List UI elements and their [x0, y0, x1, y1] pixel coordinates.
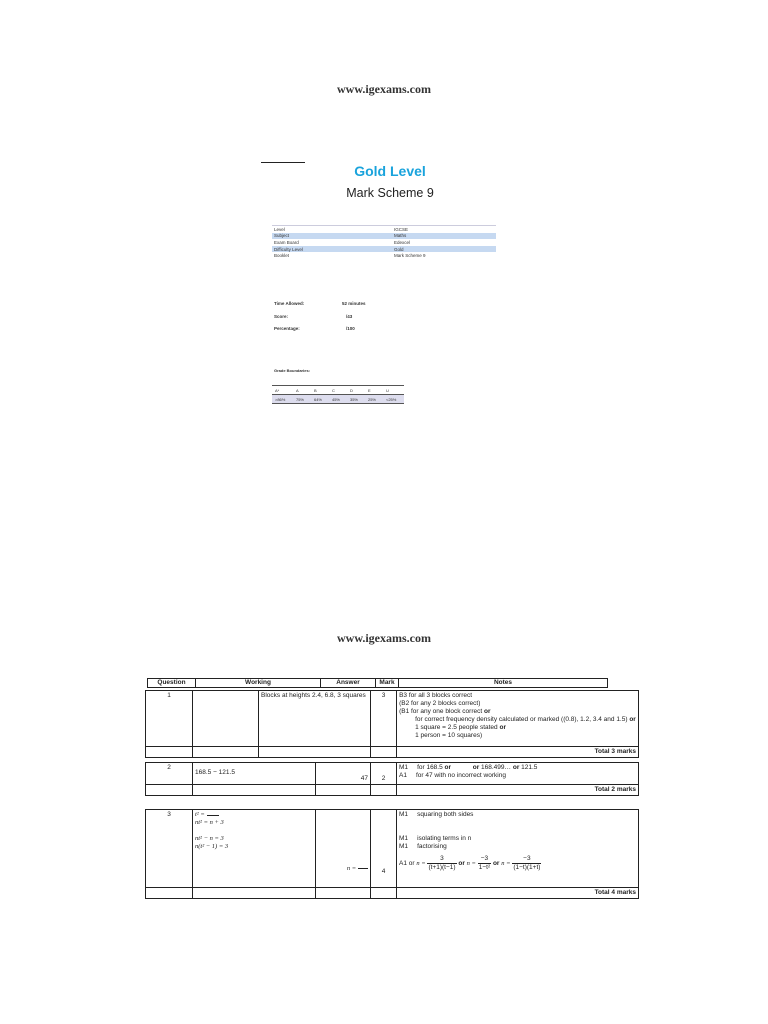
- or-word: or: [629, 716, 636, 723]
- fraction-1: $\frac{3}{(t+1)(t-1)}$: [428, 855, 456, 871]
- q1-note: for correct frequency density calculated or marked ((0.8), 1.2, 3.4 and 1.5): [415, 716, 628, 723]
- q2-note: 121.5: [521, 764, 538, 771]
- boundary-cell: 45%: [329, 395, 347, 404]
- q3-answer: n =: [316, 810, 371, 888]
- info-label: Difficulty Level: [272, 246, 392, 253]
- header-mark: Mark: [376, 679, 399, 688]
- info-value: Maths: [392, 233, 496, 240]
- grade-cell: E: [365, 386, 383, 395]
- boundary-cell: 35%: [347, 395, 365, 404]
- time-label: Time Allowed:: [274, 301, 305, 306]
- q1-note: 1 person = 10 squares): [415, 732, 483, 739]
- info-table: [272, 225, 496, 259]
- grade-cell: A*: [272, 386, 293, 395]
- or-word: or: [512, 764, 520, 771]
- grade-cell: A: [293, 386, 311, 395]
- score-label: Score:: [274, 314, 289, 319]
- q3-working-line: nt² = n + 3: [195, 819, 224, 826]
- or-word: or: [499, 724, 506, 731]
- info-value: IGCSE: [394, 226, 409, 232]
- fraction-2: $\frac{-3}{\text{1−t²}}$: [478, 855, 491, 871]
- or-word: or: [472, 764, 480, 771]
- time-value: 52 minutes: [342, 301, 366, 306]
- site-url-top: www.igexams.com: [337, 82, 431, 96]
- q2-mark: 2: [371, 763, 397, 785]
- q2-note: for 168.5: [417, 764, 443, 771]
- fraction-3: $\frac{-3}{(1-t)(1+t)}$: [513, 855, 541, 871]
- q1-answer: Blocks at heights 2.4, 6.8, 3 squares: [259, 691, 371, 747]
- grade-cell: D: [347, 386, 365, 395]
- boundary-cell: >86%: [272, 395, 293, 404]
- q3-note: squaring both sides: [417, 811, 474, 818]
- q2-total: Total 2 marks: [397, 785, 639, 796]
- or-word: or: [458, 860, 465, 868]
- header-notes: Notes: [399, 679, 608, 688]
- grade-cell: C: [329, 386, 347, 395]
- q3-final-answer-forms: A1 or n = $\frac{3}{(t+1)(t-1)}$ or n = $\frac{-3}{\text{1−t²}}$ or n = $\frac{-3}{(1-t)(1+t)}$: [399, 855, 541, 871]
- q3-note-code: A1: [399, 860, 407, 868]
- q1-notes: [397, 691, 639, 747]
- q1-note: (B2 for any 2 blocks correct): [399, 700, 481, 707]
- level-title: Gold Level: [354, 163, 426, 179]
- q1-note: (B1 for any one block correct: [399, 708, 483, 715]
- q2-note-code: A1: [399, 772, 407, 779]
- q3-working-line: n(t² − 1) = 3: [195, 843, 229, 850]
- info-label: Booklet: [274, 253, 290, 259]
- grade-cell: U: [383, 386, 404, 395]
- header-working: Working: [196, 679, 321, 688]
- q1-note: B3 for all 3 blocks correct: [399, 692, 473, 699]
- or-word: or: [444, 764, 452, 771]
- boundary-cell: 64%: [311, 395, 329, 404]
- boundary-cell: 75%: [293, 395, 311, 404]
- or-word: or: [484, 708, 491, 715]
- or-word: or: [492, 860, 500, 868]
- boundary-cell: 25%: [365, 395, 383, 404]
- q1-note: 1 square = 2.5 people stated: [415, 724, 498, 731]
- q2-notes: [397, 763, 639, 785]
- question-2-table: [145, 762, 639, 796]
- q1-total: Total 3 marks: [397, 747, 639, 758]
- q2-note: for 47 with no incorrect working: [415, 772, 506, 779]
- q2-number: 2: [146, 763, 193, 785]
- q3-number: 3: [146, 810, 193, 888]
- q3-note-code: M1: [399, 811, 409, 818]
- q3-note: factorising: [417, 843, 447, 850]
- grade-cell: B: [311, 386, 329, 395]
- q2-note: 168.499…: [481, 764, 512, 771]
- q3-note-code: M1: [399, 835, 409, 842]
- percentage-label: Percentage:: [274, 326, 300, 331]
- grade-table: [272, 385, 404, 404]
- info-label: Subject: [272, 233, 392, 240]
- score-value: /43: [346, 314, 353, 319]
- info-value: Edexcel: [394, 239, 411, 245]
- q2-working: 168.5 − 121.5: [193, 763, 316, 785]
- mark-table-header: [147, 678, 608, 688]
- grade-title: Grade Boundaries:: [274, 368, 311, 373]
- boundary-cell: <25%: [383, 395, 404, 404]
- info-label: Level: [274, 226, 285, 232]
- header-answer: Answer: [321, 679, 376, 688]
- q2-answer: 47: [316, 763, 371, 785]
- site-url-bottom: www.igexams.com: [337, 631, 431, 645]
- info-value: Gold: [392, 246, 496, 253]
- q3-working: [193, 810, 316, 888]
- header-question: Question: [148, 679, 196, 688]
- info-value: Mark Scheme 9: [394, 253, 426, 259]
- q3-note: isolating terms in n: [417, 835, 472, 842]
- question-3-table: [145, 809, 639, 899]
- q3-working-line: nt² − n = 3: [195, 835, 224, 842]
- q3-total: Total 4 marks: [397, 888, 639, 899]
- percentage-value: /100: [346, 326, 355, 331]
- q3-mark: 4: [371, 810, 397, 888]
- q3-working-line: t² =: [195, 811, 205, 818]
- q2-note-code: M1: [399, 764, 409, 771]
- q1-number: 1: [146, 691, 193, 747]
- q3-note-code: M1: [399, 843, 409, 850]
- q3-notes: [397, 810, 639, 888]
- info-label: Exam Board: [274, 239, 299, 245]
- question-1-table: [145, 690, 639, 758]
- q1-mark: 3: [371, 691, 397, 747]
- scheme-title: Mark Scheme 9: [346, 186, 434, 200]
- q1-working: [193, 691, 259, 747]
